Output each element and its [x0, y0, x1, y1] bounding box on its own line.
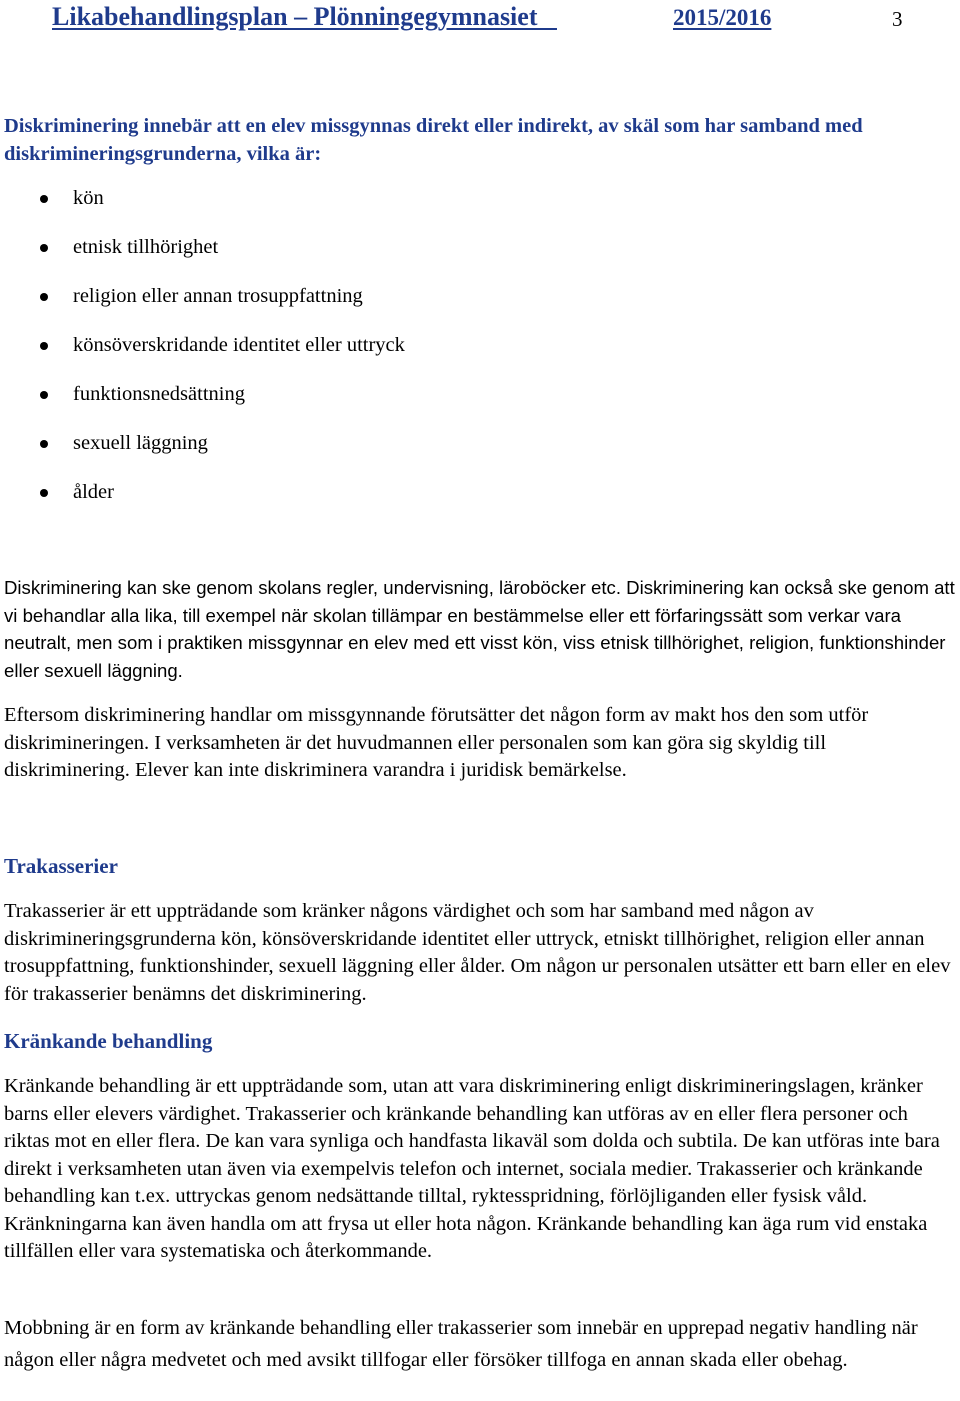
list-item-label: funktionsnedsättning	[73, 383, 245, 405]
list-item	[0, 380, 405, 429]
list-item-label: könsöverskridande identitet eller uttryck	[73, 334, 405, 356]
paragraph-krankande-behandling: Kränkande behandling är ett uppträdande som, utan att vara diskriminering enligt diskrimineringslagen, kränker barns eller elevers värdighet. Trakasserier och kränkande behandling kan utföras av en eller flera personer och riktas mot en eller flera. De kan vara synliga och handfasta likaväl som dolda och subtila. De kan utföras inte bara direkt i verksamheten utan även via exempelvis telefon och internet, sociala medier. Trakasserier och kränkande behandling kan t.ex. uttryckas genom nedsättande tilltal, ryktesspridning, förlöjliganden eller fysisk våld. Kränkningarna kan även handla om att frysa ut eller hota någon. Kränkande behandling kan äga rum vid enstaka tillfällen eller vara systematiska och återkommande.	[4, 1075, 940, 1262]
paragraph-discrimination-means: Diskriminering kan ske genom skolans regler, undervisning, läroböcker etc. Diskriminering kan också ske genom att vi behandlar alla lika, till exempel när skolan tillämpar en bestämmelse eller ett förfaringssätt som verkar vara neutralt, men som i praktiken missgynnar en elev med ett visst kön, viss etnisk tillhörighet, religion, funktionshinder eller sexuell läggning.	[4, 577, 955, 681]
bullet-icon	[40, 244, 48, 252]
paragraph-trakasserier: Trakasserier är ett uppträdande som kränker någons värdighet och som har samband med någon av diskrimineringsgrunderna kön, könsöverskridande identitet eller uttryck, etniskt tillhörighet, religion eller annan trosuppfattning, funktionshinder, sexuell läggning eller ålder. Om någon ur personalen utsätter ett barn eller en elev för trakasserier benämns det diskriminering.	[4, 900, 951, 1005]
heading-krankande-behandling: Kränkande behandling	[4, 1029, 213, 1053]
page-header	[0, 0, 960, 40]
list-item-label: religion eller annan trosuppfattning	[73, 285, 363, 307]
document-title: Likabehandlingsplan – Plönningegymnasiet	[52, 2, 557, 31]
list-item-label: ålder	[73, 481, 114, 503]
bullet-icon	[40, 293, 48, 301]
bullet-icon	[40, 391, 48, 399]
page-number: 3	[892, 7, 903, 31]
intro-paragraph: Diskriminering innebär att en elev missgynnas direkt eller indirekt, av skäl som har samband med diskrimineringsgrunderna, vilka är:	[4, 115, 863, 165]
discrimination-grounds-list	[0, 184, 405, 527]
bullet-icon	[40, 440, 48, 448]
list-item	[0, 331, 405, 380]
paragraph-power: Eftersom diskriminering handlar om missgynnande förutsätter det någon form av makt hos den som utför diskrimineringen. I verksamheten är det huvudmannen eller personalen som kan göra sig skyldig till diskriminering. Elever kan inte diskriminera varandra i juridisk bemärkelse.	[4, 704, 869, 781]
list-item	[0, 184, 405, 233]
list-item-label: kön	[73, 187, 104, 209]
list-item	[0, 429, 405, 478]
bullet-icon	[40, 342, 48, 350]
list-item	[0, 282, 405, 331]
list-item-label: etnisk tillhörighet	[73, 236, 219, 258]
paragraph-mobbning: Mobbning är en form av kränkande behandling eller trakasserier som innebär en upprepad negativ handling när någon eller några medvetet och med avsikt tillfogar eller försöker tillfoga en annan skada eller obehag.	[4, 1317, 918, 1371]
list-item	[0, 233, 405, 282]
heading-trakasserier: Trakasserier	[4, 854, 118, 878]
list-item	[0, 478, 405, 527]
bullet-icon	[40, 489, 48, 497]
school-year: 2015/2016	[673, 5, 772, 30]
list-item-label: sexuell läggning	[73, 432, 208, 454]
bullet-icon	[40, 195, 48, 203]
